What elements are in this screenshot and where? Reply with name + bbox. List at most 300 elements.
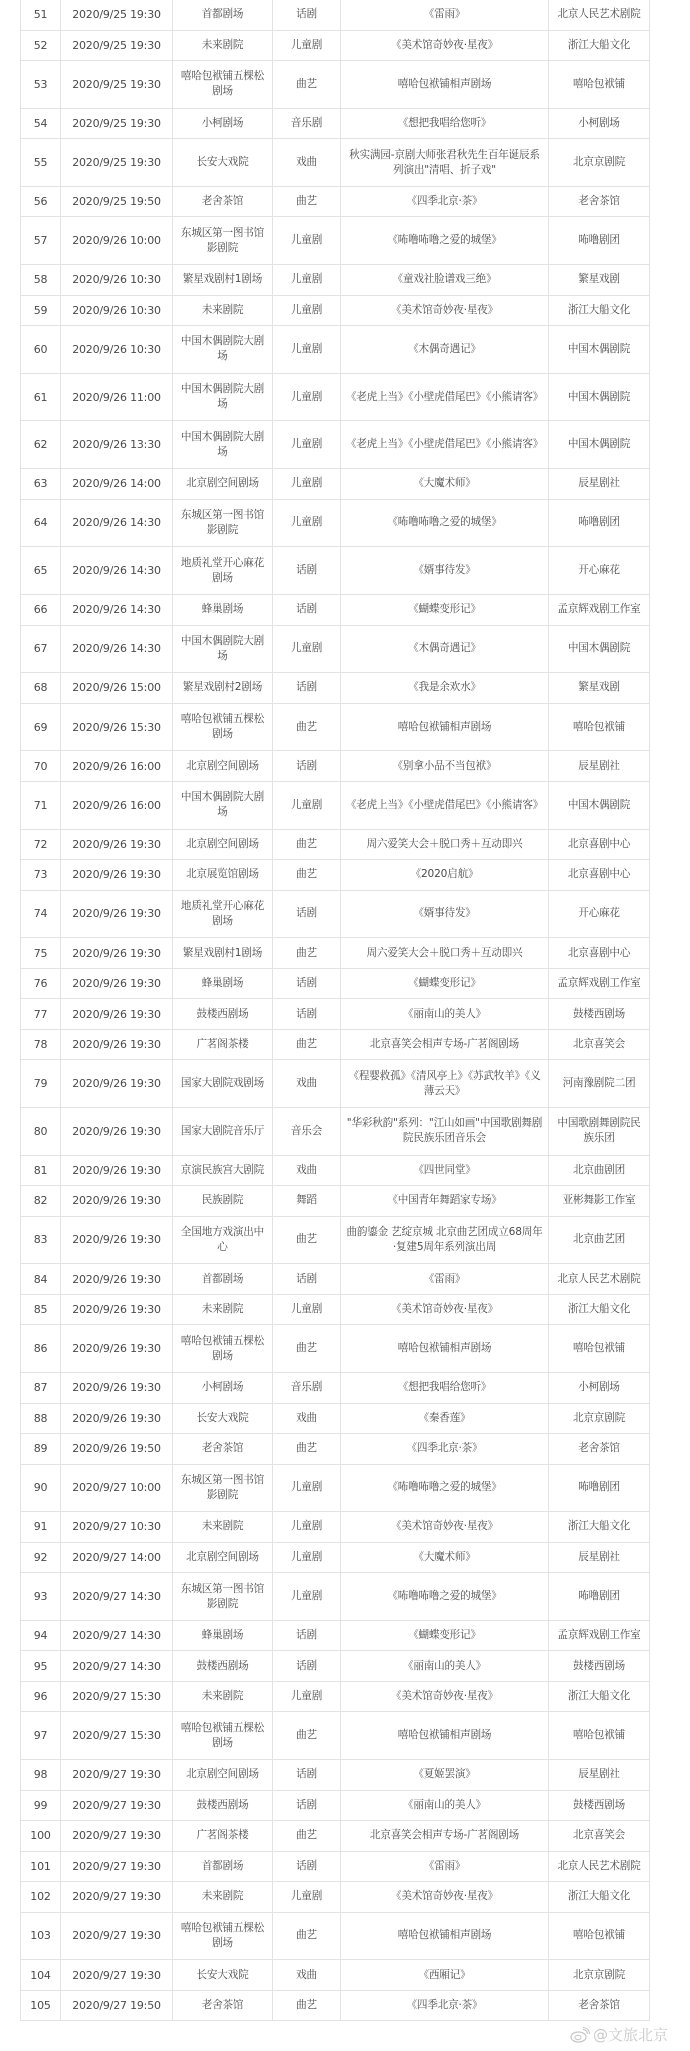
table-row	[21, 1186, 650, 1217]
venue-name: 老舍茶馆	[173, 1434, 273, 1465]
venue-name: 未来剧院	[173, 1882, 273, 1913]
show-title: 北京喜笑会相声专场-广茗阁剧场	[341, 1029, 549, 1060]
venue-name: 地质礼堂开心麻花剧场	[173, 547, 273, 595]
show-type: 曲艺	[273, 1712, 341, 1760]
row-number: 97	[21, 1712, 61, 1760]
row-number: 85	[21, 1294, 61, 1325]
organizer: 咘噜剧团	[549, 1464, 650, 1512]
show-title: 《雷雨》	[341, 1851, 549, 1882]
show-time: 2020/9/27 10:00	[61, 1464, 173, 1512]
row-number: 105	[21, 1990, 61, 2021]
organizer: 辰星剧社	[549, 1760, 650, 1791]
show-time: 2020/9/26 11:00	[61, 373, 173, 421]
show-title: 《老虎上当》《小壁虎借尾巴》《小熊请客》	[341, 781, 549, 829]
organizer: 中国木偶剧院	[549, 326, 650, 374]
venue-name: 长安大戏院	[173, 1960, 273, 1991]
organizer: 繁星戏剧	[549, 265, 650, 296]
row-number: 54	[21, 108, 61, 139]
show-title: 曲韵鎏金 艺绽京城 北京曲艺团成立68周年·复建5周年系列演出周	[341, 1216, 549, 1264]
table-body	[21, 0, 650, 2021]
show-type: 曲艺	[273, 938, 341, 969]
organizer: 咘噜剧团	[549, 1573, 650, 1621]
row-number: 84	[21, 1264, 61, 1295]
row-number: 75	[21, 938, 61, 969]
table-row	[21, 326, 650, 374]
organizer: 北京京剧院	[549, 1403, 650, 1434]
venue-name: 嘻哈包袱铺五棵松剧场	[173, 1712, 273, 1760]
organizer: 浙江大船文化	[549, 1294, 650, 1325]
venue-name: 中国木偶剧院大剧场	[173, 625, 273, 673]
table-row	[21, 186, 650, 217]
row-number: 98	[21, 1760, 61, 1791]
table-row	[21, 1060, 650, 1108]
show-title: 《中国青年舞蹈家专场》	[341, 1186, 549, 1217]
show-time: 2020/9/25 19:30	[61, 30, 173, 61]
show-title: 《蝴蝶变形记》	[341, 595, 549, 626]
row-number: 63	[21, 469, 61, 500]
venue-name: 小柯剧场	[173, 108, 273, 139]
table-row	[21, 1681, 650, 1712]
organizer: 中国木偶剧院	[549, 625, 650, 673]
organizer: 孟京辉戏剧工作室	[549, 1620, 650, 1651]
show-title: 《咘噜咘噜之爱的城堡》	[341, 217, 549, 265]
venue-name: 东城区第一图书馆影剧院	[173, 1464, 273, 1512]
show-title: 《老虎上当》《小壁虎借尾巴》《小熊请客》	[341, 373, 549, 421]
show-time: 2020/9/25 19:30	[61, 61, 173, 109]
organizer: 小柯剧场	[549, 1373, 650, 1404]
show-time: 2020/9/26 19:30	[61, 938, 173, 969]
show-time: 2020/9/27 19:30	[61, 1882, 173, 1913]
show-time: 2020/9/27 14:30	[61, 1573, 173, 1621]
venue-name: 老舍茶馆	[173, 1990, 273, 2021]
organizer: 北京曲艺团	[549, 1216, 650, 1264]
show-title: 嘻哈包袱铺相声剧场	[341, 1912, 549, 1960]
show-type: 话剧	[273, 1790, 341, 1821]
row-number: 89	[21, 1434, 61, 1465]
row-number: 82	[21, 1186, 61, 1217]
show-time: 2020/9/26 19:30	[61, 1264, 173, 1295]
row-number: 91	[21, 1512, 61, 1543]
show-time: 2020/9/26 19:30	[61, 1403, 173, 1434]
show-title: 《西厢记》	[341, 1960, 549, 1991]
show-title: 《雷雨》	[341, 1264, 549, 1295]
venue-name: 北京剧空间剧场	[173, 1542, 273, 1573]
show-type: 话剧	[273, 1620, 341, 1651]
table-row	[21, 1107, 650, 1155]
show-title: 《咘噜咘噜之爱的城堡》	[341, 1573, 549, 1621]
show-type: 儿童剧	[273, 781, 341, 829]
show-type: 曲艺	[273, 1325, 341, 1373]
show-type: 曲艺	[273, 1912, 341, 1960]
table-row	[21, 595, 650, 626]
venue-name: 老舍茶馆	[173, 186, 273, 217]
show-type: 戏曲	[273, 1403, 341, 1434]
organizer: 北京曲剧团	[549, 1155, 650, 1186]
show-title: "华彩秋韵"系列："江山如画"中国歌剧舞剧院民族乐团音乐会	[341, 1107, 549, 1155]
table-row	[21, 421, 650, 469]
table-row	[21, 860, 650, 891]
table-row	[21, 1264, 650, 1295]
show-time: 2020/9/25 19:30	[61, 139, 173, 187]
show-time: 2020/9/26 19:30	[61, 860, 173, 891]
show-title: 《四季北京·茶》	[341, 186, 549, 217]
show-time: 2020/9/26 14:30	[61, 595, 173, 626]
show-time: 2020/9/26 14:00	[61, 469, 173, 500]
show-type: 戏曲	[273, 1960, 341, 1991]
venue-name: 繁星戏剧村1剧场	[173, 938, 273, 969]
table-row	[21, 751, 650, 782]
row-number: 59	[21, 295, 61, 326]
table-row	[21, 1651, 650, 1682]
organizer: 老舍茶馆	[549, 186, 650, 217]
show-type: 儿童剧	[273, 295, 341, 326]
organizer: 开心麻花	[549, 547, 650, 595]
venue-name: 未来剧院	[173, 1681, 273, 1712]
show-time: 2020/9/26 13:30	[61, 421, 173, 469]
organizer: 鼓楼西剧场	[549, 1790, 650, 1821]
row-number: 72	[21, 829, 61, 860]
show-title: 《蝴蝶变形记》	[341, 968, 549, 999]
show-title: 《婿事待发》	[341, 890, 549, 938]
organizer: 中国木偶剧院	[549, 781, 650, 829]
show-type: 儿童剧	[273, 1542, 341, 1573]
venue-name: 繁星戏剧村2剧场	[173, 673, 273, 704]
table-row	[21, 295, 650, 326]
table-row	[21, 547, 650, 595]
show-time: 2020/9/26 15:30	[61, 703, 173, 751]
organizer: 浙江大船文化	[549, 30, 650, 61]
venue-name: 中国木偶剧院大剧场	[173, 421, 273, 469]
venue-name: 北京剧空间剧场	[173, 829, 273, 860]
show-title: 《婿事待发》	[341, 547, 549, 595]
show-type: 儿童剧	[273, 1512, 341, 1543]
show-type: 曲艺	[273, 1434, 341, 1465]
table-row	[21, 1373, 650, 1404]
venue-name: 国家大剧院音乐厅	[173, 1107, 273, 1155]
show-title: 《木偶奇遇记》	[341, 625, 549, 673]
show-type: 儿童剧	[273, 1573, 341, 1621]
organizer: 北京喜笑会	[549, 1821, 650, 1852]
table-row	[21, 999, 650, 1030]
row-number: 86	[21, 1325, 61, 1373]
organizer: 鼓楼西剧场	[549, 999, 650, 1030]
show-time: 2020/9/26 16:00	[61, 751, 173, 782]
show-title: 《大魔术师》	[341, 469, 549, 500]
watermark	[570, 2024, 668, 2045]
show-type: 曲艺	[273, 1990, 341, 2021]
row-number: 62	[21, 421, 61, 469]
show-title: 《丽南山的美人》	[341, 999, 549, 1030]
venue-name: 京演民族宫大剧院	[173, 1155, 273, 1186]
organizer: 嘻哈包袱铺	[549, 1712, 650, 1760]
row-number: 90	[21, 1464, 61, 1512]
show-type: 曲艺	[273, 186, 341, 217]
organizer: 北京喜剧中心	[549, 938, 650, 969]
table-row	[21, 1216, 650, 1264]
show-type: 儿童剧	[273, 217, 341, 265]
venue-name: 小柯剧场	[173, 1373, 273, 1404]
organizer: 辰星剧社	[549, 1542, 650, 1573]
show-title: 嘻哈包袱铺相声剧场	[341, 1712, 549, 1760]
show-type: 话剧	[273, 751, 341, 782]
table-row	[21, 30, 650, 61]
row-number: 64	[21, 499, 61, 547]
show-type: 戏曲	[273, 1155, 341, 1186]
venue-name: 地质礼堂开心麻花剧场	[173, 890, 273, 938]
show-title: 周六爱笑大会＋脱口秀＋互动即兴	[341, 938, 549, 969]
row-number: 74	[21, 890, 61, 938]
show-time: 2020/9/26 19:50	[61, 1434, 173, 1465]
show-time: 2020/9/26 15:00	[61, 673, 173, 704]
table-row	[21, 1620, 650, 1651]
show-type: 儿童剧	[273, 469, 341, 500]
show-time: 2020/9/27 19:30	[61, 1912, 173, 1960]
show-type: 音乐会	[273, 1107, 341, 1155]
show-type: 话剧	[273, 968, 341, 999]
table-row	[21, 1512, 650, 1543]
show-type: 话剧	[273, 0, 341, 30]
row-number: 78	[21, 1029, 61, 1060]
show-type: 曲艺	[273, 1216, 341, 1264]
row-number: 100	[21, 1821, 61, 1852]
table-row	[21, 1542, 650, 1573]
table-row	[21, 1821, 650, 1852]
watermark-text: @文旅北京	[592, 2026, 668, 2044]
organizer: 北京人民艺术剧院	[549, 1264, 650, 1295]
organizer: 辰星剧社	[549, 469, 650, 500]
row-number: 94	[21, 1620, 61, 1651]
venue-name: 未来剧院	[173, 295, 273, 326]
venue-name: 中国木偶剧院大剧场	[173, 781, 273, 829]
organizer: 老舍茶馆	[549, 1434, 650, 1465]
show-type: 戏曲	[273, 1060, 341, 1108]
show-time: 2020/9/26 14:30	[61, 499, 173, 547]
show-title: 《大魔术师》	[341, 1542, 549, 1573]
show-title: 《美术馆奇妙夜·星夜》	[341, 1512, 549, 1543]
table-row	[21, 781, 650, 829]
show-type: 儿童剧	[273, 499, 341, 547]
row-number: 51	[21, 0, 61, 30]
row-number: 69	[21, 703, 61, 751]
table-row	[21, 1403, 650, 1434]
show-time: 2020/9/27 19:50	[61, 1990, 173, 2021]
row-number: 76	[21, 968, 61, 999]
venue-name: 首都剧场	[173, 1851, 273, 1882]
table-row	[21, 1760, 650, 1791]
show-time: 2020/9/26 19:30	[61, 1294, 173, 1325]
row-number: 67	[21, 625, 61, 673]
show-time: 2020/9/26 19:30	[61, 1029, 173, 1060]
show-type: 音乐剧	[273, 108, 341, 139]
row-number: 96	[21, 1681, 61, 1712]
show-type: 儿童剧	[273, 421, 341, 469]
venue-name: 广茗阁茶楼	[173, 1821, 273, 1852]
venue-name: 长安大戏院	[173, 139, 273, 187]
row-number: 60	[21, 326, 61, 374]
table-row	[21, 1790, 650, 1821]
show-time: 2020/9/26 19:30	[61, 1060, 173, 1108]
table-row	[21, 469, 650, 500]
show-title: 北京喜笑会相声专场-广茗阁剧场	[341, 1821, 549, 1852]
venue-name: 国家大剧院戏剧场	[173, 1060, 273, 1108]
row-number: 70	[21, 751, 61, 782]
venue-name: 北京展览馆剧场	[173, 860, 273, 891]
show-time: 2020/9/26 19:30	[61, 1186, 173, 1217]
show-title: 《四季北京·茶》	[341, 1990, 549, 2021]
organizer: 北京京剧院	[549, 1960, 650, 1991]
show-type: 戏曲	[273, 139, 341, 187]
row-number: 103	[21, 1912, 61, 1960]
organizer: 浙江大船文化	[549, 1681, 650, 1712]
show-title: 《秦香莲》	[341, 1403, 549, 1434]
show-type: 音乐剧	[273, 1373, 341, 1404]
table-row	[21, 829, 650, 860]
show-time: 2020/9/26 19:30	[61, 890, 173, 938]
venue-name: 全国地方戏演出中心	[173, 1216, 273, 1264]
table-row	[21, 1960, 650, 1991]
show-type: 儿童剧	[273, 30, 341, 61]
organizer: 老舍茶馆	[549, 1990, 650, 2021]
organizer: 北京京剧院	[549, 139, 650, 187]
venue-name: 广茗阁茶楼	[173, 1029, 273, 1060]
show-title: 《雷雨》	[341, 0, 549, 30]
show-type: 儿童剧	[273, 1294, 341, 1325]
show-title: 《想把我唱给您听》	[341, 108, 549, 139]
organizer: 嘻哈包袱铺	[549, 1912, 650, 1960]
show-time: 2020/9/27 19:30	[61, 1960, 173, 1991]
show-time: 2020/9/27 10:30	[61, 1512, 173, 1543]
show-type: 曲艺	[273, 829, 341, 860]
table-row	[21, 139, 650, 187]
show-title: 《美术馆奇妙夜·星夜》	[341, 1294, 549, 1325]
show-time: 2020/9/25 19:50	[61, 186, 173, 217]
row-number: 95	[21, 1651, 61, 1682]
organizer: 北京喜剧中心	[549, 860, 650, 891]
row-number: 71	[21, 781, 61, 829]
organizer: 咘噜剧团	[549, 217, 650, 265]
organizer: 浙江大船文化	[549, 1882, 650, 1913]
show-type: 儿童剧	[273, 625, 341, 673]
table-row	[21, 499, 650, 547]
table-row	[21, 1912, 650, 1960]
show-type: 曲艺	[273, 61, 341, 109]
show-type: 话剧	[273, 1760, 341, 1791]
show-type: 儿童剧	[273, 1464, 341, 1512]
show-type: 儿童剧	[273, 326, 341, 374]
organizer: 嘻哈包袱铺	[549, 61, 650, 109]
row-number: 93	[21, 1573, 61, 1621]
organizer: 繁星戏剧	[549, 673, 650, 704]
row-number: 79	[21, 1060, 61, 1108]
table-row	[21, 1573, 650, 1621]
venue-name: 中国木偶剧院大剧场	[173, 326, 273, 374]
show-time: 2020/9/26 16:00	[61, 781, 173, 829]
show-title: 《2020启航》	[341, 860, 549, 891]
show-time: 2020/9/26 19:30	[61, 999, 173, 1030]
table-row	[21, 625, 650, 673]
venue-name: 民族剧院	[173, 1186, 273, 1217]
show-time: 2020/9/27 14:30	[61, 1620, 173, 1651]
show-time: 2020/9/26 19:30	[61, 1107, 173, 1155]
venue-name: 东城区第一图书馆影剧院	[173, 1573, 273, 1621]
show-type: 话剧	[273, 890, 341, 938]
venue-name: 嘻哈包袱铺五棵松剧场	[173, 1912, 273, 1960]
venue-name: 未来剧院	[173, 30, 273, 61]
organizer: 北京人民艺术剧院	[549, 1851, 650, 1882]
table-row	[21, 673, 650, 704]
venue-name: 东城区第一图书馆影剧院	[173, 499, 273, 547]
row-number: 80	[21, 1107, 61, 1155]
row-number: 81	[21, 1155, 61, 1186]
show-time: 2020/9/27 19:30	[61, 1821, 173, 1852]
show-time: 2020/9/25 19:30	[61, 0, 173, 30]
venue-name: 长安大戏院	[173, 1403, 273, 1434]
show-type: 儿童剧	[273, 1681, 341, 1712]
show-time: 2020/9/27 15:30	[61, 1712, 173, 1760]
organizer: 孟京辉戏剧工作室	[549, 968, 650, 999]
show-title: 《四世同堂》	[341, 1155, 549, 1186]
venue-name: 北京剧空间剧场	[173, 469, 273, 500]
show-title: 秋实满园-京剧大师张君秋先生百年诞辰系列演出"清唱、折子戏"	[341, 139, 549, 187]
table-row	[21, 1851, 650, 1882]
show-time: 2020/9/26 19:30	[61, 1216, 173, 1264]
show-type: 儿童剧	[273, 265, 341, 296]
show-time: 2020/9/26 10:30	[61, 265, 173, 296]
show-type: 曲艺	[273, 703, 341, 751]
show-title: 《咘噜咘噜之爱的城堡》	[341, 499, 549, 547]
table-row	[21, 1434, 650, 1465]
show-type: 话剧	[273, 1851, 341, 1882]
venue-name: 蜂巢剧场	[173, 968, 273, 999]
show-title: 周六爱笑大会＋脱口秀＋互动即兴	[341, 829, 549, 860]
organizer: 嘻哈包袱铺	[549, 703, 650, 751]
show-title: 《美术馆奇妙夜·星夜》	[341, 1882, 549, 1913]
show-type: 曲艺	[273, 1821, 341, 1852]
show-type: 话剧	[273, 999, 341, 1030]
venue-name: 嘻哈包袱铺五棵松剧场	[173, 1325, 273, 1373]
table-row	[21, 373, 650, 421]
organizer: 嘻哈包袱铺	[549, 1325, 650, 1373]
row-number: 101	[21, 1851, 61, 1882]
table-row	[21, 1294, 650, 1325]
row-number: 58	[21, 265, 61, 296]
show-title: 《木偶奇遇记》	[341, 326, 549, 374]
table-row	[21, 108, 650, 139]
show-type: 话剧	[273, 595, 341, 626]
organizer: 浙江大船文化	[549, 295, 650, 326]
row-number: 68	[21, 673, 61, 704]
show-title: 《童戏社脸谱戏三绝》	[341, 265, 549, 296]
table-row	[21, 1325, 650, 1373]
show-title: 《我是余欢水》	[341, 673, 549, 704]
row-number: 65	[21, 547, 61, 595]
table-row	[21, 0, 650, 30]
show-time: 2020/9/26 19:30	[61, 1155, 173, 1186]
table-row	[21, 1990, 650, 2021]
show-title: 《想把我唱给您听》	[341, 1373, 549, 1404]
show-time: 2020/9/27 19:30	[61, 1760, 173, 1791]
table-row	[21, 265, 650, 296]
venue-name: 首都剧场	[173, 0, 273, 30]
venue-name: 未来剧院	[173, 1294, 273, 1325]
show-time: 2020/9/25 19:30	[61, 108, 173, 139]
show-type: 儿童剧	[273, 1882, 341, 1913]
organizer: 亚彬舞影工作室	[549, 1186, 650, 1217]
venue-name: 北京剧空间剧场	[173, 751, 273, 782]
venue-name: 蜂巢剧场	[173, 595, 273, 626]
table-row	[21, 1712, 650, 1760]
show-type: 曲艺	[273, 1029, 341, 1060]
